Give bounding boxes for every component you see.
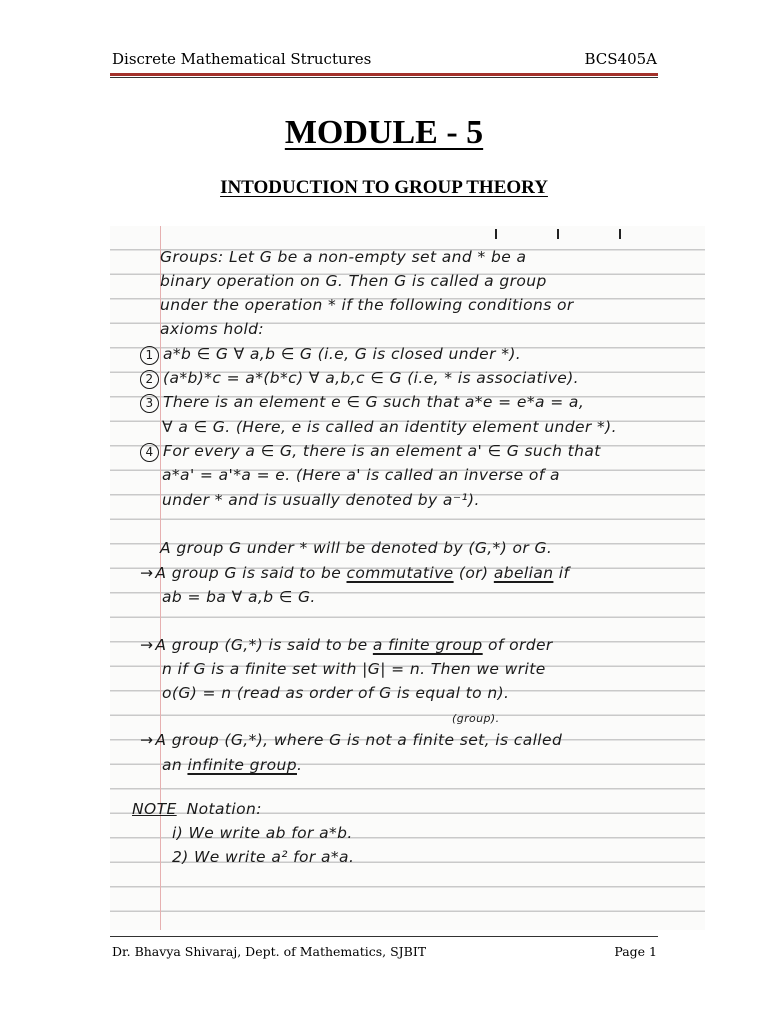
page-footer (112, 944, 657, 962)
commutative-term: commutative (346, 564, 454, 582)
axiom-inverse (140, 442, 601, 462)
course-code: BCS405A (584, 50, 657, 68)
finite-group-line-3: o(G) = n (read as order of G is equal to n). (162, 684, 510, 702)
axiom-2-number: 2 (140, 370, 159, 389)
axiom-identity (140, 393, 584, 413)
arrow-icon: → (140, 564, 154, 582)
infinite-group-term: infinite group (187, 756, 297, 774)
axiom-closure (140, 345, 521, 365)
groups-def-line-1: Groups: Let G be a non-empty set and * be a (160, 248, 527, 266)
header-divider-black (110, 77, 658, 78)
page-number: Page 1 (614, 944, 657, 959)
handwritten-notes (110, 226, 705, 930)
commutative-def: → A group G is said to be commutative (or) abelian if (140, 564, 570, 582)
course-title: Discrete Mathematical Structures (112, 50, 372, 68)
axiom-associativity (140, 369, 579, 389)
header-divider-red (110, 73, 658, 76)
note-label: NOTE (132, 800, 177, 818)
arrow-icon: → (140, 731, 154, 749)
notebook-tick-marks (495, 226, 681, 243)
footer-author: Dr. Bhavya Shivaraj, Dept. of Mathematics, SJBIT (112, 944, 427, 959)
finite-group-line-2: n if G is a finite set with |G| = n. Then we write (162, 660, 546, 678)
axiom-3-text-1: There is an element e ∈ G such that a*e = e*a = a, (163, 393, 585, 411)
finite-group-def: → A group (G,*) is said to be a finite group of order (140, 636, 553, 654)
axiom-2-text: (a*b)*c = a*(b*c) ∀ a,b,c ∈ G (i.e, * is associative). (163, 369, 579, 387)
groups-def-line-4: axioms hold: (160, 320, 265, 338)
page-header (112, 50, 657, 70)
axiom-4-text-3: under * and is usually denoted by a⁻¹). (162, 491, 480, 509)
notation-item-2: 2) We write a² for a*a. (172, 848, 355, 866)
axiom-4-text-1: For every a ∈ G, there is an element a' ∈ G such that (163, 442, 601, 460)
axiom-1-text: a*b ∈ G ∀ a,b ∈ G (i.e, G is closed under *). (163, 345, 522, 363)
axiom-3-text-2: ∀ a ∈ G. (Here, e is called an identity element under *). (162, 418, 617, 436)
commutative-def-line-2: ab = ba ∀ a,b ∈ G. (162, 588, 316, 606)
module-title: MODULE - 5 (284, 114, 484, 151)
groups-def-line-2: binary operation on G. Then G is called a group (160, 272, 547, 290)
axiom-4-number: 4 (140, 443, 159, 462)
abelian-term: abelian (493, 564, 554, 582)
group-annotation: (group). (452, 712, 500, 725)
axiom-3-number: 3 (140, 394, 159, 413)
infinite-group-line-2: an infinite group. (162, 756, 303, 774)
finite-group-term: a finite group (372, 636, 483, 654)
axiom-4-text-2: a*a' = a'*a = e. (Here a' is called an inverse of a (162, 466, 560, 484)
section-title: INTODUCTION TO GROUP THEORY (220, 177, 548, 198)
arrow-icon: → (140, 636, 154, 654)
notation-heading (132, 800, 262, 818)
groups-def-line-3: under the operation * if the following conditions or (160, 296, 574, 314)
notation-item-1: i) We write ab for a*b. (172, 824, 353, 842)
axiom-1-number: 1 (140, 346, 159, 365)
infinite-group-def: → A group (G,*), where G is not a finite set, is called (140, 731, 563, 749)
group-notation-line: A group G under * will be denoted by (G,*) or G. (160, 539, 553, 557)
footer-divider (110, 936, 658, 937)
notation-title: Notation: (186, 800, 262, 818)
